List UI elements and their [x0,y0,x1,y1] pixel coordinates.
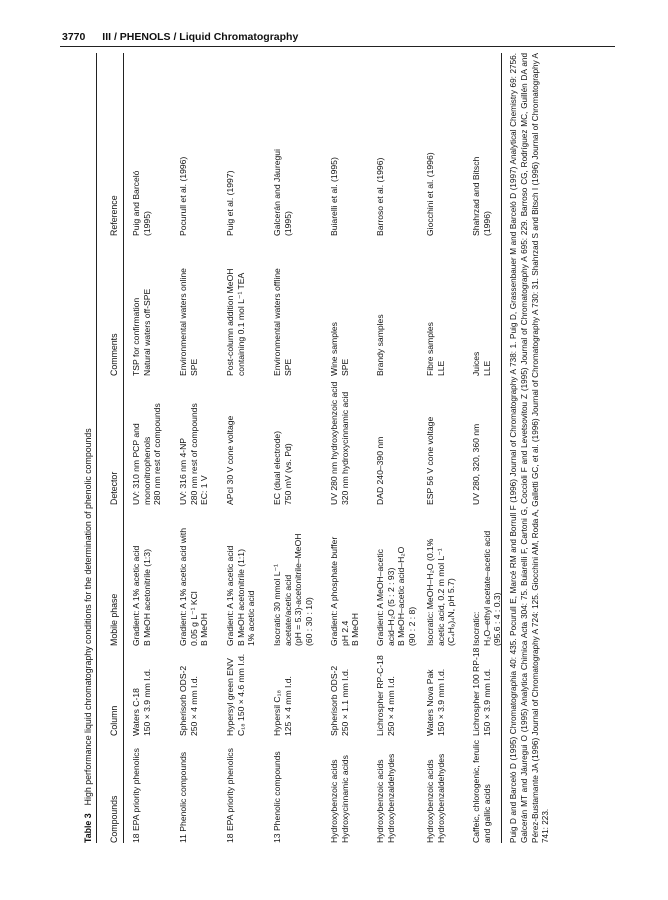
cell-line: UV: 310 nm PCP and [131,423,141,505]
cell-line: 280 nm rest of compounds [152,403,163,505]
cell-compounds [425,754,446,843]
cell-line: Gradient: A MeOH–acetic [375,549,385,646]
cell-line: Hydroxybenzoic acids [375,759,385,843]
cell-line: 250 × 4 mm I.d. [188,676,199,736]
cell-line: 0.05 g L⁻¹ KCl [188,591,199,646]
table-bottom-rule [501,53,502,843]
cell-comments [225,269,246,376]
column-header-detector: Detector [109,471,119,505]
cell-line: UV 280 nm hydroxybenzoic acid [329,381,339,505]
cell-detector [329,382,350,505]
cell-line: Hypersyl green ENV [225,658,235,736]
cell-line: 1% acetic acid [246,590,257,646]
cell-line: Isocratic: MeOH–H₂O (0.1% [425,538,435,646]
cell-line: B MeOH [350,613,361,646]
table-caption [83,428,94,843]
cell-column [225,654,246,736]
column-header-reference: Reference [109,195,119,236]
cell-column [178,666,199,736]
cell-comments [178,268,199,376]
column-header-column: Column [109,705,119,736]
cell-line: Post-column addition MeOH [225,268,235,376]
cell-line: EC (dual electrode) [272,430,282,505]
cell-line: 320 nm hydroxycinnamic acid [339,391,350,505]
cell-column [375,655,396,736]
cell-line: Isocratic 30 mmol L⁻¹ [272,564,282,646]
cell-comments [425,322,446,376]
cell-line: Waters C-18 [131,688,141,736]
cell-mobile-phase [425,539,457,646]
cell-detector [272,431,293,505]
cell-line: UV: 316 nm 4-NP [178,437,188,505]
cell-column [131,669,152,736]
cell-compounds [272,751,283,843]
cell-mobile-phase [272,534,314,646]
cell-line: Hydroxybenzaldehydes [385,753,396,843]
cell-mobile-phase [178,528,210,646]
table-header-rule [123,53,124,843]
cell-comments [375,314,386,376]
cell-detector [178,403,210,505]
cell-line: 18 EPA priority phenolics [131,748,141,843]
cell-compounds [375,754,396,843]
cell-line: 150 × 3.9 mm I.d. [435,668,446,736]
cell-line: Puig et al. (1997) [225,170,235,236]
cell-column [471,648,492,736]
cell-column [425,669,446,736]
cell-compounds [471,740,492,843]
cell-line: (90 : 2 : 8) [406,606,417,646]
cell-line: Juices [471,351,481,376]
cell-reference [375,158,386,236]
cell-line: 150 × 3.9 mm I.d. [141,668,152,736]
cell-line: Hydroxycinnamic acids [339,755,350,843]
cell-line: (C₄H₉)₄N, pH 5.7) [446,578,457,646]
cell-line: Galcerán and Jáuregui [272,149,282,236]
cell-compounds [329,755,350,843]
cell-line: Gradient: A 1% acetic acid with [178,528,188,646]
cell-line: B MeOH [199,613,210,646]
cell-line: 250 × 1.1 mm I.d. [339,668,350,736]
cell-line: EC: 1 V [199,475,210,505]
cell-comments [131,289,152,376]
cell-mobile-phase [471,531,503,646]
cell-line: SPE [339,358,350,376]
table-top-rule [96,53,97,843]
cell-line: containing 0.1 mol L⁻¹ TEA [235,272,246,376]
cell-line: 18 EPA priority phenolics [225,748,235,843]
cell-line: Environmental waters online [178,268,188,376]
column-header-comments: Comments [109,333,119,376]
cell-line: mononitrophenols [141,436,152,505]
cell-line: acetic acid, 0.2 m mol L⁻¹ [435,548,446,646]
cell-line: Environmental waters offline [272,268,282,376]
cell-line: APcI 30 V cone voltage [225,415,235,505]
cell-line: Barroso et al. (1996) [375,157,385,236]
column-header-mobile-phase: Mobile phase [109,593,119,646]
cell-reference [178,157,189,236]
cell-line: (pH = 5.3)-acetonitrile–MeOH [293,533,304,646]
cell-line: Hypersil C₁₈ [272,689,282,736]
cell-line: Lichrospher 100 RP-18 [471,647,481,736]
cell-line: 250 × 4 mm I.d. [385,676,396,736]
cell-line: Spherisorb ODS-2 [178,665,188,736]
cell-line: H₂O–ethyl acetate–acetic acid [481,530,492,646]
cell-line: pH 2.4 [339,620,350,646]
cell-line: (1995) [141,211,152,236]
cell-line: Gradient: A phosphate buffer [329,536,339,646]
cell-line: Puig and Barceló [131,170,141,236]
cell-line: SPE [188,358,199,376]
cell-mobile-phase [225,546,257,646]
cell-line: LLE [435,360,446,376]
table-caption-text: High performance liquid chromatography conditions for the determination of phenolic compounds [83,428,93,806]
cell-line: Spherisorb ODS-2 [329,665,339,736]
cell-reference [225,171,236,236]
header-divider [60,46,615,47]
cell-comments [471,352,492,376]
cell-line: (1996) [481,211,492,236]
running-title: III / PHENOLS / Liquid Chromatography [102,31,299,43]
table-references-note: Puig D and Barceló D (1995) Chromatographia 40: 435. Pocurull E, Marcé RM and Borrull F (1996) Journal of Chromatography A 738: 1. Puig D, Grassenbauer M and Barceló D (1997) Analytical Chemistry 69: 2756. Galcerán MT and Jáuregui O (1995) Analytica Chimica Acta 304: 75. Buiarelli F, Cartoni G, Coccioli F and Levetsovitou Z (1995) Journal of Chromatography A 695: 229. Barroso CG, Rodríguez MC, Guillén DA and Pérez-Bustamante JA (1996) Journal of Chromatography A 724: 125. Giocchini AM, Roda A, Galletti GC, et al. (1996) Journal of Chromatography A 730: 31. Shahrzad S and Bitsch I (1996) Journal of Chromatography A 741: 223. [509,53,551,843]
cell-line: Buiarelli et al. (1995) [329,157,339,236]
cell-line: UV 280, 320, 360 nm [471,423,481,505]
cell-line: C₁₈ 150 × 4.6 mm I.d. [235,653,246,736]
cell-line: Natural waters off-SPE [141,288,152,376]
cell-line: and gallic acids [481,784,492,843]
cell-column [329,666,350,736]
cell-line: Hydroxybenzaldehydes [435,753,446,843]
cell-line: Gradient: A 1% acetic acid [131,545,141,646]
cell-line: (1995) [282,211,293,236]
cell-line: Hydroxybenzoic acids [425,759,435,843]
cell-compounds [178,752,189,843]
cell-line: (95.6 : 4 : 0.3) [492,592,503,646]
cell-line: B MeOH–acetic acid–H₂O [396,546,407,646]
cell-line: Gradient: A 1% acetic acid [225,545,235,646]
column-header-compounds: Compounds [109,795,119,843]
cell-line: DAD 240–390 nm [375,436,385,505]
page-number: 3770 [62,31,86,43]
cell-line: Giocchini et al. (1996) [425,152,435,236]
cell-mobile-phase [131,546,152,646]
cell-line: 750 mV (vs. Pd) [282,443,293,505]
cell-detector [471,424,482,505]
cell-column [272,676,293,736]
cell-line: 150 × 3.9 mm I.d. [481,668,492,736]
cell-line: 13 Phenolic compounds [272,751,282,843]
cell-detector [131,403,163,505]
cell-compounds [225,748,236,843]
rotated-table [83,53,583,843]
cell-line: 11 Phenolic compounds [178,751,188,843]
cell-line: Caffeic, chlorogenic, ferulic [471,739,481,843]
cell-line: B MeOH acetonitrile (1:1) [235,549,246,646]
cell-line: Waters Nova Pak [425,669,435,736]
cell-line: (60 : 30 : 10) [303,597,314,646]
page-header [62,31,312,43]
cell-detector [425,417,436,505]
cell-compounds [131,748,142,843]
cell-reference [131,171,152,236]
cell-line: Lichrospher RP-C-18 [375,655,385,736]
cell-mobile-phase [329,537,361,646]
cell-line: ESP 56 V cone voltage [425,416,435,505]
cell-line: Wine samples [329,322,339,376]
cell-reference [329,157,340,236]
cell-line: Pocurull et al. (1996) [178,156,188,236]
cell-reference [425,152,436,236]
cell-comments [272,268,293,376]
cell-line: Isocratic: [471,611,481,646]
cell-line: 125 × 4 mm I.d. [282,676,293,736]
cell-line: Hydroxybenzoic acids [329,759,339,843]
cell-line: SPE [282,358,293,376]
cell-line: acetate/acetic acid [282,574,293,646]
cell-detector [375,437,386,505]
cell-line: TSP for confirmation [131,297,141,376]
cell-line: B MeOH acetonitrile (1:3) [141,549,152,646]
cell-comments [329,322,350,376]
cell-line: 280 nm rest of compounds [188,403,199,505]
cell-mobile-phase [375,547,417,646]
cell-reference [272,149,293,236]
table-label: Table 3 [83,813,93,843]
cell-line: Brandy samples [375,314,385,376]
cell-line: Fibre samples [425,322,435,376]
cell-line: LLE [481,360,492,376]
cell-detector [225,416,236,505]
cell-line: acid–H₂O (5 : 2 : 93) [385,567,396,646]
cell-reference [471,157,492,236]
cell-line: Shahrzad and Bitsch [471,156,481,236]
